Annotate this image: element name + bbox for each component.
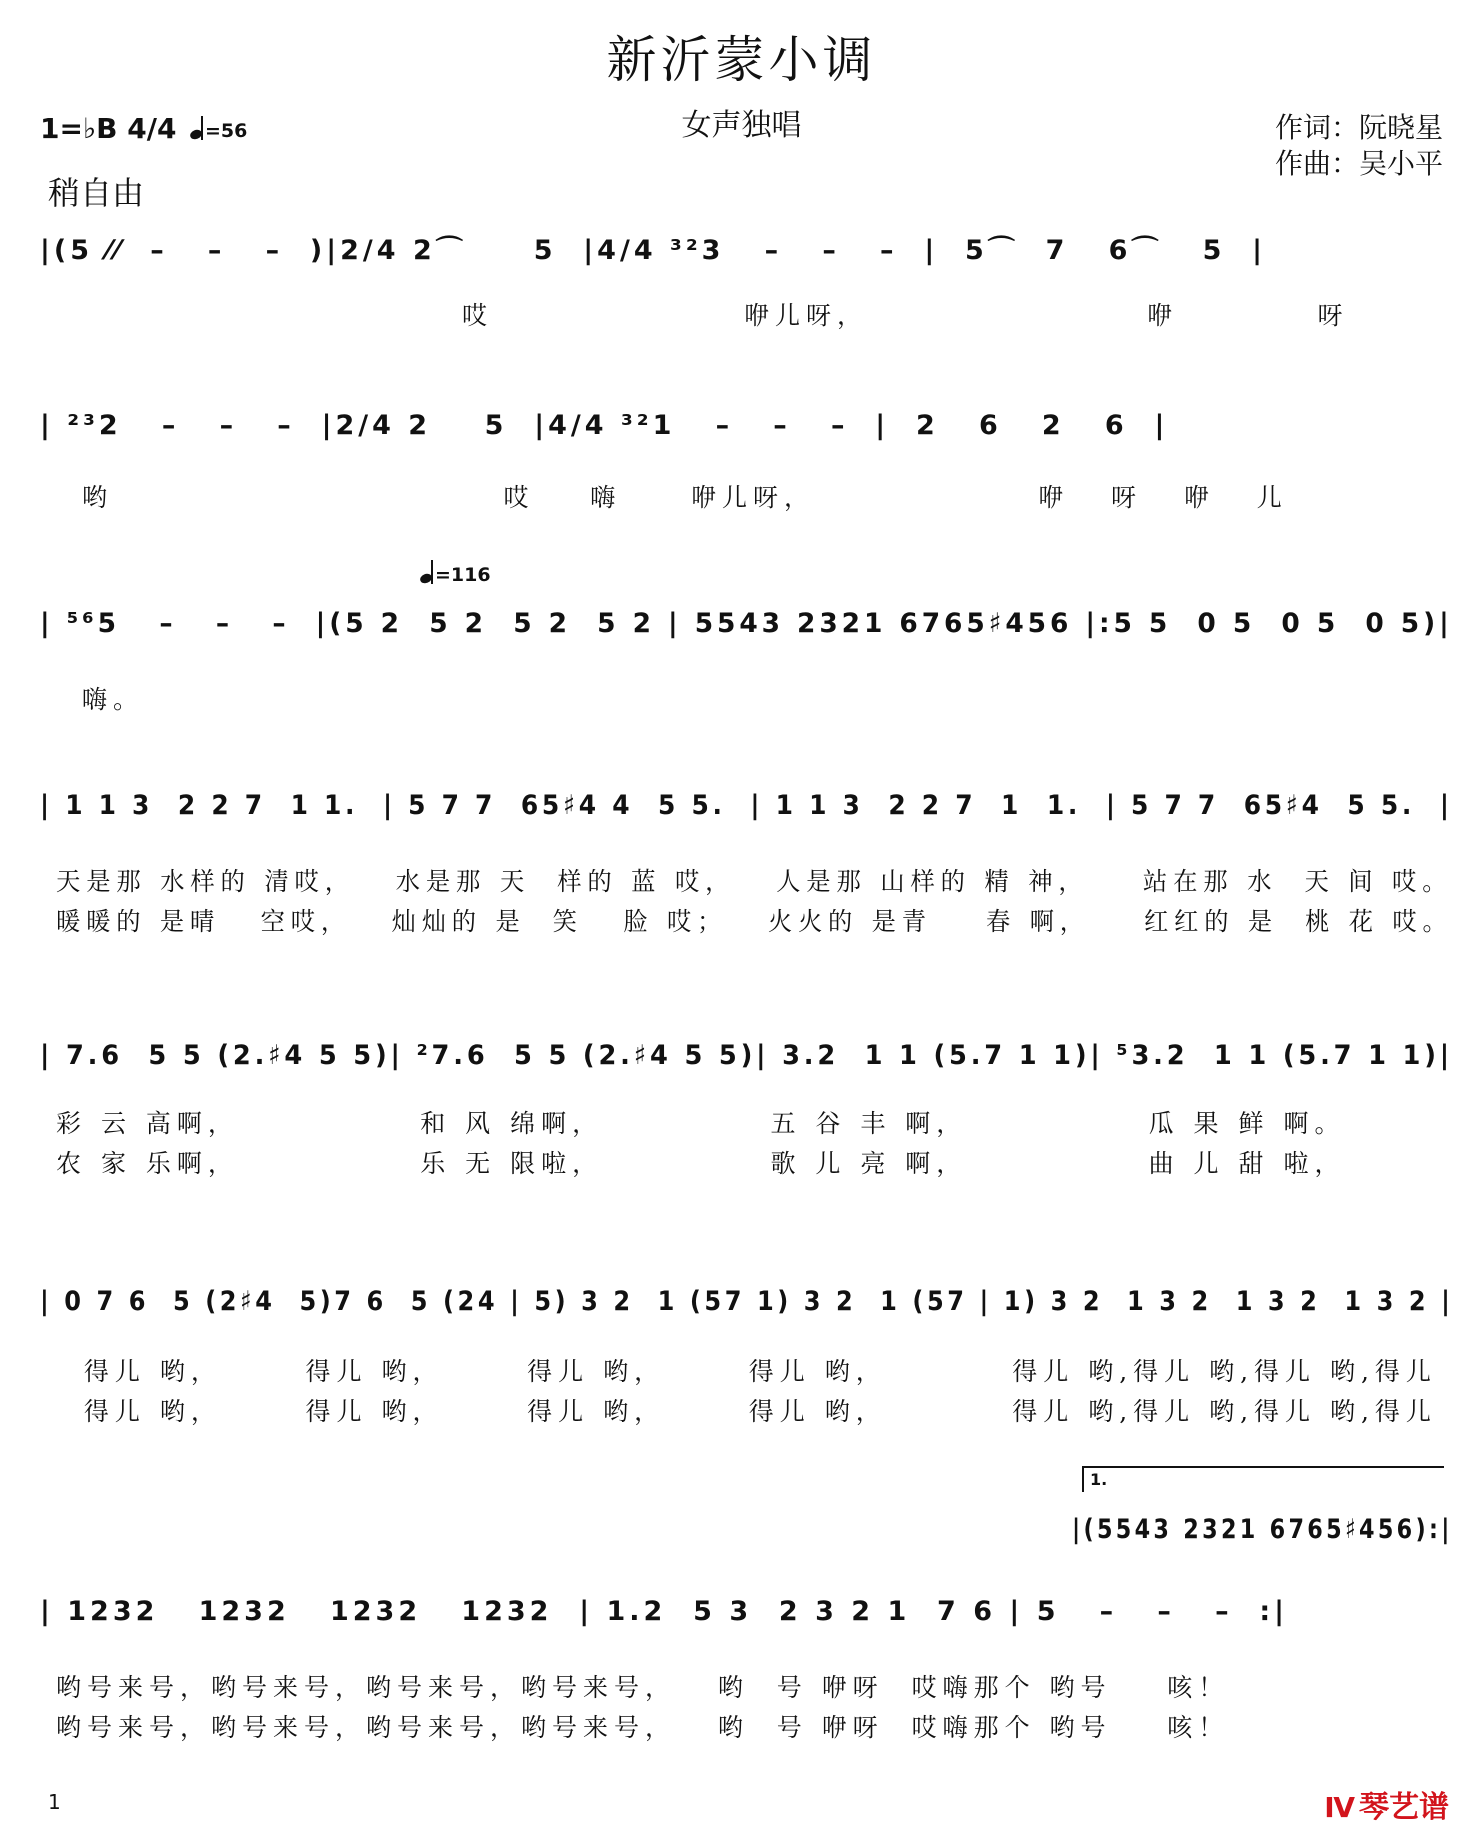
notation-system-6: | 0 7 6 5 (2♯4 5)7 6 5 (24 | 5) 3 2 1 (57 1) 3 2 1 (57 | 1) 3 2 1 3 2 1 3 2 1 3 2 | [40,1286,1454,1317]
notation-system-8: | 1232 1232 1232 1232 | 1.2 5 3 2 3 2 1 7 6 | 5 – – – :| [40,1596,1289,1627]
tempo-marking-intro: =56 [190,116,247,142]
note-stem-icon [201,116,203,140]
lyrics-system-2-verse-1: 哟 哎 嗨 咿儿呀， 咿 呀 咿 儿 [82,483,1288,512]
lyrics-system-5-verse-1: 彩 云 高啊， 和 风 绵啊， 五 谷 丰 啊， 瓜 果 鲜 啊。 [56,1109,1346,1138]
score-subtitle: 女声独唱 [681,108,802,143]
notation-system-7: |(5543 2321 6765♯456):| [1072,1514,1453,1545]
lyrics-system-8-verse-2: 哟号来号，哟号来号，哟号来号，哟号来号， 哟 号 咿呀 哎嗨那个 哟号 咳！ [56,1713,1230,1742]
volta-bracket [1082,1466,1444,1492]
lyrics-system-4-verse-1: 天是那 水样的 清哎， 水是那 天 样的 蓝 哎， 人是那 山样的 精 神， 站在那 水 天 间 哎。 [56,867,1453,896]
lyrics-system-6-verse-2: 得儿 哟， 得儿 哟， 得儿 哟， 得儿 哟， 得儿 哟,得儿 哟,得儿 哟,得儿 [56,1397,1437,1426]
tempo-marking-main: =116 [420,560,491,586]
page-number: 1 [48,1790,61,1814]
composer-credit: 作曲：吴小平 [1274,147,1443,180]
score-title: 新沂蒙小调 [606,31,877,89]
brand-mark-icon: Ⅳ [1324,1791,1355,1824]
note-stem-icon [431,560,433,584]
lyrics-system-6-verse-1: 得儿 哟， 得儿 哟， 得儿 哟， 得儿 哟， 得儿 哟,得儿 哟,得儿 哟,得儿 [56,1357,1437,1386]
notation-system-5: | 7.6 5 5 (2.♯4 5 5)| ²7.6 5 5 (2.♯4 5 5)| 3.2 1 1 (5.7 1 1)| ⁵3.2 1 1 (5.7 1 1)| [40,1040,1453,1071]
lyrics-system-8-verse-1: 哟号来号，哟号来号，哟号来号，哟号来号， 哟 号 咿呀 哎嗨那个 哟号 咳！ [56,1673,1230,1702]
notation-system-3: | ⁵⁶5 – – – |(5 2 5 2 5 2 5 2 | 5543 2321 6765♯456 |:5 5 0 5 0 5 0 5)| [40,608,1453,639]
lyricist-credit: 作词：阮晓星 [1274,111,1443,144]
brand-name: 琴艺谱 [1359,1790,1449,1825]
lyrics-system-4-verse-2: 暖暖的 是晴 空哎， 灿灿的 是 笑 脸 哎； 火火的 是青 春 啊， 红红的 是 桃 花 哎。 [56,907,1453,936]
lyrics-system-1-verse-1: 哎 咿儿呀， 咿 呀 [462,301,1349,330]
lyrics-system-3-verse-1: 嗨。 [82,685,145,714]
brand-logo [1324,1782,1449,1826]
notation-system-2: | ²³2 – – – |2/4 2 5 |4/4 ³²1 – – – | 2 6 2 6 | [40,410,1169,441]
lyrics-system-5-verse-2: 农 家 乐啊， 乐 无 限啦， 歌 儿 亮 啊， 曲 儿 甜 啦， [56,1149,1346,1178]
volta-number: 1. [1090,1470,1108,1489]
key-signature: 1=♭B 4/4 [40,112,177,145]
notation-system-1: |(5 ⁄⁄ – – – )|2/4 2⌒ 5 |4/4 ³²3 – – – | 5⌒ 7 6⌒ 5 | [40,235,1267,266]
notation-system-4: | 1 1 3 2 2 7 1 1. | 5 7 7 65♯4 4 5 5. | 1 1 3 2 2 7 1 1. | 5 7 7 65♯4 5 5. | [40,790,1453,821]
expression-marking: 稍自由 [48,174,145,212]
